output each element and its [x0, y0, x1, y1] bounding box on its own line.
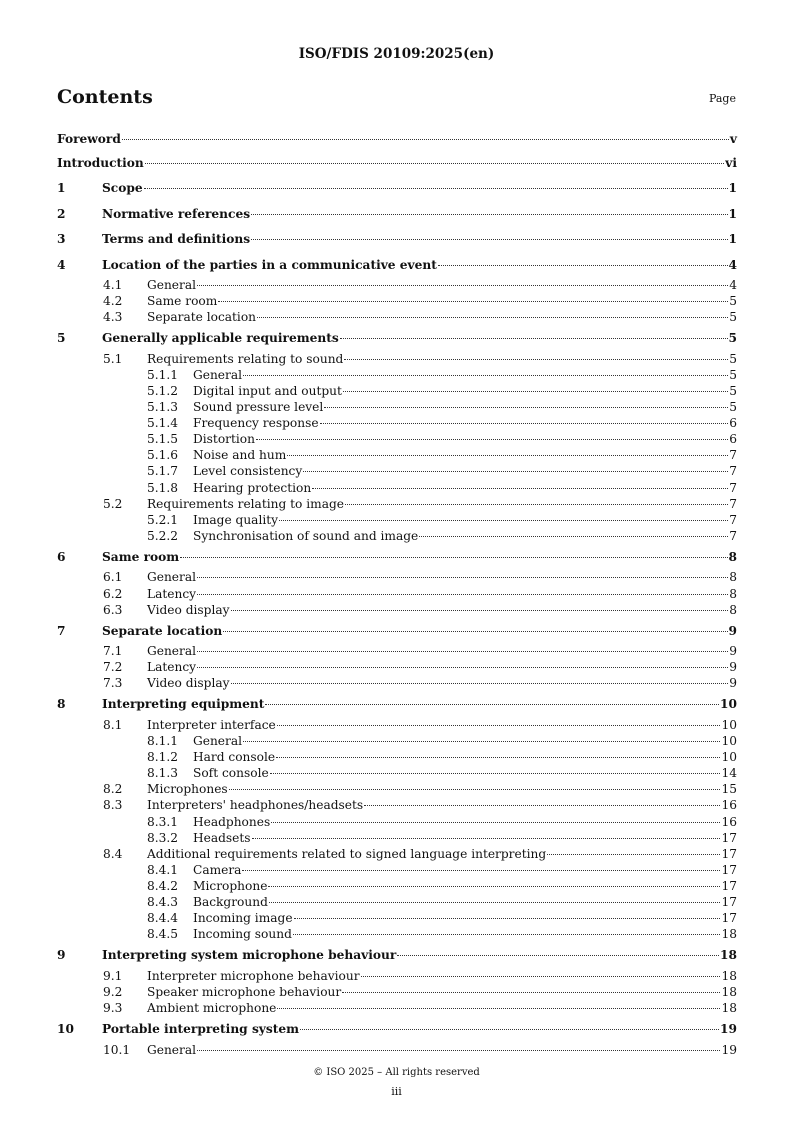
- toc-entry[interactable]: [57, 944, 737, 968]
- toc-entry[interactable]: [57, 894, 737, 910]
- toc-entry-page: 5: [728, 331, 737, 346]
- toc-entry-page: 7: [729, 480, 737, 495]
- toc-entry-number: 8.3.2: [147, 830, 179, 845]
- dot-leader: [320, 423, 729, 424]
- toc-entry-page: 17: [721, 911, 737, 926]
- toc-entry-number: 4.1: [103, 278, 123, 292]
- toc-entry-page: 18: [720, 948, 737, 963]
- toc-entry[interactable]: [57, 463, 737, 479]
- toc-entry[interactable]: [57, 228, 737, 252]
- toc-entry-page: 5: [729, 294, 737, 309]
- toc-entry-page: 17: [721, 830, 737, 845]
- dot-leader: [294, 918, 721, 919]
- toc-entry[interactable]: [57, 910, 737, 926]
- toc-entry-number: 2: [57, 206, 66, 221]
- dot-leader: [343, 391, 728, 392]
- toc-entry[interactable]: [57, 968, 737, 984]
- toc-entry-page: v: [729, 132, 737, 146]
- toc-entry-title: Incoming image: [193, 911, 293, 926]
- toc-entry-title: Interpreting system microphone behaviour: [102, 948, 397, 963]
- dot-leader: [364, 805, 720, 806]
- toc-entry-page: 8: [728, 549, 737, 564]
- toc-entry-title: Level consistency: [193, 464, 303, 479]
- toc-entry-number: 9.2: [103, 984, 123, 999]
- dot-leader: [231, 683, 729, 684]
- table-of-contents: [57, 128, 737, 1058]
- toc-entry-page: 5: [729, 310, 737, 325]
- toc-entry-page: 18: [721, 984, 737, 999]
- toc-entry-page: 9: [729, 644, 737, 659]
- toc-entry-title: Introduction: [57, 155, 144, 170]
- toc-entry[interactable]: [57, 749, 737, 765]
- dot-leader: [419, 536, 728, 537]
- toc-entry-title: Separate location: [102, 623, 223, 638]
- toc-entry-page: 10: [721, 734, 737, 749]
- toc-entry[interactable]: [57, 602, 737, 618]
- toc-entry-title: Interpreting equipment: [102, 697, 265, 712]
- toc-entry[interactable]: [57, 733, 737, 749]
- dot-leader: [197, 577, 728, 578]
- toc-entry-title: Headsets: [193, 830, 251, 845]
- toc-entry-number: 4.2: [103, 294, 123, 309]
- toc-entry[interactable]: [57, 277, 737, 293]
- toc-entry-title: Interpreters' headphones/headsets: [147, 798, 364, 813]
- toc-entry-title: Microphone: [193, 878, 268, 893]
- toc-entry-number: 5.2: [103, 496, 123, 511]
- toc-entry[interactable]: [57, 203, 737, 227]
- toc-entry-page: 10: [721, 750, 737, 765]
- toc-entry-title: Requirements relating to sound: [147, 351, 344, 366]
- toc-entry-title: Synchronisation of sound and image: [193, 528, 419, 543]
- toc-entry-number: 10.1: [103, 1042, 131, 1057]
- dot-leader: [145, 163, 724, 164]
- dot-leader: [361, 976, 721, 977]
- toc-entry[interactable]: [57, 781, 737, 797]
- toc-entry-title: Video display: [147, 602, 230, 617]
- toc-entry-title: Latency: [147, 586, 197, 601]
- toc-entry-page: 15: [721, 782, 737, 797]
- dot-leader: [324, 407, 728, 408]
- toc-entry-page: 9: [728, 623, 737, 638]
- toc-entry-page: 7: [729, 528, 737, 543]
- toc-entry[interactable]: [57, 693, 737, 717]
- dot-leader: [344, 359, 728, 360]
- toc-entry-number: 8.4.4: [147, 911, 179, 926]
- toc-entry-page: 10: [721, 717, 737, 732]
- toc-entry[interactable]: [57, 431, 737, 447]
- toc-entry[interactable]: [57, 862, 737, 878]
- toc-entry-title: Frequency response: [193, 416, 319, 431]
- toc-entry-number: 8.4.2: [147, 878, 179, 893]
- toc-entry-page: 8: [729, 586, 737, 601]
- toc-entry-title: Same room: [147, 294, 218, 309]
- toc-entry-title: General: [147, 278, 196, 292]
- toc-entry-number: 7.1: [103, 644, 123, 659]
- toc-entry-number: 8.4.3: [147, 895, 179, 909]
- toc-entry-page: 5: [729, 367, 737, 382]
- toc-entry[interactable]: [57, 659, 737, 675]
- toc-entry-title: Generally applicable requirements: [102, 331, 339, 346]
- toc-entry-number: 5.1.2: [147, 383, 179, 398]
- toc-entry-number: 3: [57, 232, 66, 246]
- toc-entry-page: 17: [721, 895, 737, 909]
- toc-entry-page: 16: [721, 798, 737, 813]
- toc-entry-page: 5: [729, 400, 737, 415]
- toc-entry-number: 5.1.3: [147, 400, 179, 415]
- toc-entry-title: Incoming sound: [193, 927, 292, 942]
- toc-entry-title: Location of the parties in a communicative event: [102, 257, 437, 272]
- toc-entry-page: 14: [721, 766, 737, 781]
- dot-leader: [277, 1008, 720, 1009]
- toc-entry[interactable]: [57, 512, 737, 528]
- toc-entry-number: 8.4.5: [147, 927, 179, 942]
- toc-entry-page: 9: [729, 660, 737, 675]
- dot-leader: [197, 285, 728, 286]
- toc-entry[interactable]: [57, 620, 737, 644]
- toc-entry-page: 1: [728, 232, 737, 246]
- toc-entry-page: 16: [721, 814, 737, 829]
- toc-entry[interactable]: [57, 128, 737, 152]
- toc-entry-number: 5: [57, 331, 66, 346]
- toc-entry-title: Terms and definitions: [102, 232, 251, 246]
- toc-entry-number: 8.1.1: [147, 734, 179, 749]
- toc-entry-title: General: [147, 644, 196, 659]
- dot-leader: [287, 455, 728, 456]
- dot-leader: [268, 886, 720, 887]
- dot-leader: [197, 667, 728, 668]
- toc-entry-number: 5.1.7: [147, 464, 179, 479]
- toc-entry-page: 17: [721, 846, 737, 861]
- copyright-notice: © ISO 2025 – All rights reserved: [313, 1067, 480, 1078]
- toc-entry[interactable]: [57, 675, 737, 691]
- toc-entry-page: 19: [721, 1042, 737, 1057]
- toc-entry-number: 5.2.2: [147, 528, 179, 543]
- toc-entry-page: 4: [729, 278, 737, 292]
- toc-entry[interactable]: [57, 327, 737, 351]
- dot-leader: [279, 520, 728, 521]
- toc-entry-title: Speaker microphone behaviour: [147, 984, 342, 999]
- toc-entry[interactable]: [57, 765, 737, 781]
- toc-entry-number: 6.2: [103, 586, 123, 601]
- toc-entry[interactable]: [57, 480, 737, 496]
- dot-leader: [122, 139, 729, 140]
- dot-leader: [197, 1050, 720, 1051]
- toc-entry-number: 5.1.5: [147, 432, 179, 447]
- dot-leader: [271, 822, 720, 823]
- toc-entry-number: 8.4.1: [147, 862, 179, 877]
- toc-entry-number: 1: [57, 181, 66, 195]
- dot-leader: [340, 338, 728, 339]
- dot-leader: [303, 471, 728, 472]
- toc-entry-title: Ambient microphone: [147, 1000, 277, 1015]
- toc-entry-number: 8.3: [103, 798, 123, 813]
- toc-entry[interactable]: [57, 367, 737, 383]
- toc-entry-title: Same room: [102, 549, 180, 564]
- toc-entry-page: 7: [729, 464, 737, 479]
- dot-leader: [277, 725, 721, 726]
- toc-entry-page: 18: [721, 968, 737, 983]
- document-header: ISO/FDIS 20109:2025(en): [298, 46, 495, 62]
- dot-leader: [300, 1029, 719, 1030]
- toc-entry-title: General: [147, 1042, 196, 1057]
- toc-entry-page: 17: [721, 878, 737, 893]
- dot-leader: [229, 789, 721, 790]
- toc-entry-number: 5.1.4: [147, 416, 179, 431]
- toc-entry-number: 9.3: [103, 1000, 123, 1015]
- toc-entry[interactable]: [57, 1000, 737, 1016]
- toc-entry[interactable]: [57, 351, 737, 367]
- toc-entry-page: 5: [729, 351, 737, 366]
- toc-entry-number: 5.1.8: [147, 480, 179, 495]
- toc-entry-title: Soft console: [193, 766, 269, 781]
- dot-leader: [438, 265, 728, 266]
- toc-entry-number: 4: [57, 257, 66, 272]
- toc-entry-title: Noise and hum: [193, 448, 287, 463]
- dot-leader: [251, 239, 727, 240]
- toc-entry[interactable]: [57, 643, 737, 659]
- dot-leader: [276, 757, 720, 758]
- toc-entry-title: Hard console: [193, 750, 276, 765]
- dot-leader: [345, 504, 728, 505]
- toc-entry[interactable]: [57, 926, 737, 942]
- toc-entry-page: 8: [729, 570, 737, 585]
- toc-entry[interactable]: [57, 399, 737, 415]
- page-column-label: Page: [708, 92, 736, 105]
- toc-entry-title: Interpreter interface: [147, 717, 276, 732]
- dot-leader: [397, 955, 719, 956]
- toc-entry-number: 9: [57, 948, 66, 963]
- toc-entry-page: 7: [729, 496, 737, 511]
- toc-entry-number: 5.1.6: [147, 448, 179, 463]
- toc-entry-title: Additional requirements related to signed language interpreting: [147, 846, 547, 861]
- toc-entry-number: 8.1: [103, 717, 123, 732]
- toc-entry[interactable]: [57, 383, 737, 399]
- toc-entry-title: Video display: [147, 676, 230, 691]
- toc-entry-title: Portable interpreting system: [102, 1022, 300, 1037]
- toc-entry-number: 4.3: [103, 310, 123, 325]
- dot-leader: [243, 375, 728, 376]
- toc-entry-number: 8.3.1: [147, 814, 179, 829]
- toc-entry-page: vi: [725, 155, 737, 170]
- dot-leader: [144, 188, 728, 189]
- toc-entry[interactable]: [57, 797, 737, 813]
- toc-entry[interactable]: [57, 717, 737, 733]
- toc-entry-title: Digital input and output: [193, 383, 342, 398]
- toc-entry-number: 6: [57, 549, 66, 564]
- toc-entry-page: 18: [721, 927, 737, 942]
- toc-entry-title: Hearing protection: [193, 480, 312, 495]
- toc-entry-page: 8: [729, 602, 737, 617]
- toc-entry-page: 4: [728, 257, 737, 272]
- dot-leader: [270, 773, 721, 774]
- dot-leader: [180, 557, 727, 558]
- toc-entry-number: 6.3: [103, 602, 123, 617]
- dot-leader: [265, 704, 719, 705]
- toc-entry-number: 9.1: [103, 968, 123, 983]
- toc-entry-number: 7.3: [103, 676, 123, 691]
- dot-leader: [312, 488, 728, 489]
- toc-entry[interactable]: [57, 546, 737, 570]
- toc-entry[interactable]: [57, 254, 737, 278]
- toc-entry-page: 5: [729, 383, 737, 398]
- toc-entry[interactable]: [57, 984, 737, 1000]
- toc-entry-title: Foreword: [57, 132, 121, 146]
- toc-entry[interactable]: [57, 415, 737, 431]
- dot-leader: [252, 838, 721, 839]
- dot-leader: [197, 594, 728, 595]
- toc-entry-number: 5.1.1: [147, 367, 179, 382]
- toc-entry[interactable]: [57, 878, 737, 894]
- dot-leader: [231, 610, 729, 611]
- toc-entry-title: General: [147, 570, 196, 585]
- dot-leader: [293, 934, 721, 935]
- toc-entry-number: 8.2: [103, 782, 123, 797]
- toc-entry[interactable]: [57, 814, 737, 830]
- toc-entry[interactable]: [57, 528, 737, 544]
- dot-leader: [342, 992, 720, 993]
- toc-entry-number: 7: [57, 623, 66, 638]
- toc-entry-title: Separate location: [147, 310, 257, 325]
- toc-entry[interactable]: [57, 309, 737, 325]
- dot-leader: [218, 301, 728, 302]
- dot-leader: [256, 439, 728, 440]
- toc-entry-page: 7: [729, 448, 737, 463]
- toc-entry-page: 19: [720, 1022, 737, 1037]
- toc-entry-title: Latency: [147, 660, 197, 675]
- toc-entry-title: Interpreter microphone behaviour: [147, 968, 360, 983]
- dot-leader: [242, 870, 720, 871]
- toc-entry-title: Requirements relating to image: [147, 496, 344, 511]
- toc-entry-title: Distortion: [193, 432, 255, 447]
- toc-entry[interactable]: [57, 830, 737, 846]
- toc-entry-number: 7.2: [103, 660, 123, 675]
- toc-entry-number: 5.2.1: [147, 512, 179, 527]
- toc-entry-title: Normative references: [102, 206, 251, 221]
- toc-entry[interactable]: [57, 569, 737, 585]
- toc-entry-number: 5.1: [103, 351, 123, 366]
- toc-entry-page: 1: [728, 206, 737, 221]
- dot-leader: [223, 631, 727, 632]
- toc-entry-number: 8.1.3: [147, 766, 179, 781]
- contents-title: Contents: [57, 86, 153, 108]
- toc-entry-title: General: [193, 734, 242, 749]
- dot-leader: [269, 902, 721, 903]
- toc-entry-title: Scope: [102, 181, 143, 195]
- toc-entry[interactable]: [57, 846, 737, 862]
- toc-entry[interactable]: [57, 586, 737, 602]
- toc-entry[interactable]: [57, 293, 737, 309]
- dot-leader: [243, 741, 720, 742]
- toc-entry-page: 7: [729, 512, 737, 527]
- toc-entry-number: 10: [57, 1022, 74, 1037]
- toc-entry-number: 8.1.2: [147, 750, 179, 765]
- toc-entry[interactable]: [57, 496, 737, 512]
- toc-entry[interactable]: [57, 152, 737, 176]
- toc-entry-number: 6.1: [103, 570, 123, 585]
- toc-entry[interactable]: [57, 177, 737, 201]
- toc-entry-page: 1: [728, 181, 737, 195]
- toc-entry-page: 6: [729, 432, 737, 447]
- dot-leader: [547, 854, 720, 855]
- toc-entry-title: Microphones: [147, 782, 228, 797]
- toc-entry-page: 18: [721, 1000, 737, 1015]
- toc-entry[interactable]: [57, 447, 737, 463]
- toc-entry-page: 9: [729, 676, 737, 691]
- toc-entry[interactable]: [57, 1018, 737, 1042]
- toc-entry-title: Headphones: [193, 814, 271, 829]
- page-number: iii: [391, 1085, 402, 1098]
- toc-entry[interactable]: [57, 1042, 737, 1058]
- toc-entry-page: 17: [721, 862, 737, 877]
- dot-leader: [197, 651, 728, 652]
- dot-leader: [251, 214, 727, 215]
- toc-entry-page: 6: [729, 416, 737, 431]
- toc-entry-number: 8.4: [103, 846, 123, 861]
- toc-entry-title: Image quality: [193, 512, 279, 527]
- dot-leader: [257, 317, 728, 318]
- toc-entry-title: Background: [193, 895, 268, 909]
- toc-entry-page: 10: [720, 697, 737, 712]
- toc-entry-number: 8: [57, 697, 66, 712]
- toc-entry-title: Camera: [193, 862, 242, 877]
- toc-entry-title: Sound pressure level: [193, 400, 324, 415]
- toc-entry-title: General: [193, 367, 242, 382]
